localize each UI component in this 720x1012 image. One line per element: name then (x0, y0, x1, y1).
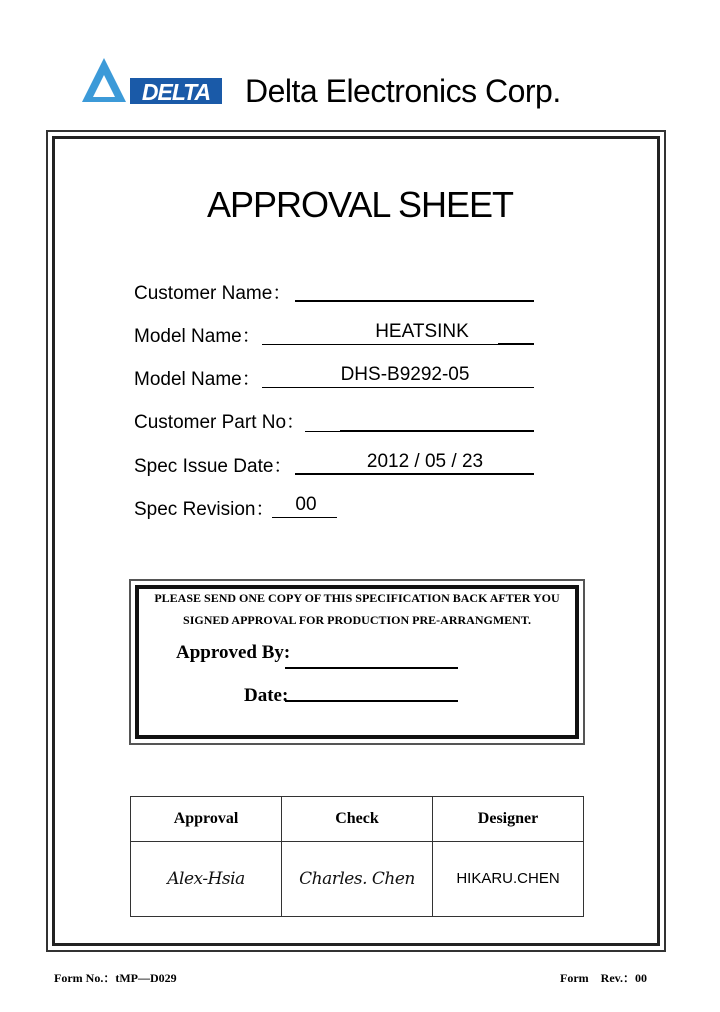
spec-issue-date-line (295, 473, 534, 475)
approved-by-label: Approved By: (176, 642, 291, 663)
header (80, 55, 640, 115)
date-line (285, 700, 458, 702)
check-header: Check (282, 797, 433, 842)
signature-table (130, 796, 584, 917)
approval-header: Approval (131, 797, 282, 842)
spec-issue-date-value: 2012 / 05 / 23 (366, 451, 484, 472)
spec-revision-label: Spec Revision： (134, 499, 275, 520)
delta-logo (80, 55, 225, 107)
signature-row (131, 842, 584, 917)
date-label: Date: (244, 685, 289, 706)
customer-part-no-label: Customer Part No： (134, 412, 306, 433)
notice-line-2: SIGNED APPROVAL FOR PRODUCTION PRE-ARRANGMENT. (183, 613, 531, 627)
model-number-line (262, 387, 534, 388)
model-name-line-end (498, 343, 534, 345)
approval-signature: Alex-Hsia (167, 869, 245, 889)
model-number-label: Model Name： (134, 369, 261, 390)
notice-line-1: PLEASE SEND ONE COPY OF THIS SPECIFICATION BACK AFTER YOU (154, 591, 560, 605)
sheet-title: APPROVAL SHEET (206, 184, 514, 225)
signature-table-header (131, 797, 584, 842)
spec-revision-value: 00 (295, 494, 317, 515)
spec-issue-date-label: Spec Issue Date： (134, 456, 293, 477)
model-name-value: HEATSINK (375, 321, 469, 342)
company-name: Delta Electronics Corp. (245, 73, 561, 109)
model-name-line (262, 344, 498, 345)
customer-name-line (295, 300, 534, 302)
customer-name-label: Customer Name： (134, 283, 292, 304)
customer-part-no-line (340, 430, 534, 432)
spec-revision-line (272, 517, 337, 518)
customer-part-no-line-start (305, 431, 340, 432)
logo-text: DELTA (141, 79, 211, 105)
form-revision: Form Rev.：00 (560, 971, 647, 985)
check-signature: Charles. Chen (299, 869, 415, 889)
model-number-value: DHS-B9292-05 (340, 364, 470, 385)
designer-header: Designer (433, 797, 584, 842)
designer-name: HIKARU.CHEN (456, 870, 560, 887)
form-number: Form No.：tMP—D029 (54, 971, 177, 985)
model-name-label: Model Name： (134, 326, 261, 347)
approved-by-line (285, 667, 458, 669)
